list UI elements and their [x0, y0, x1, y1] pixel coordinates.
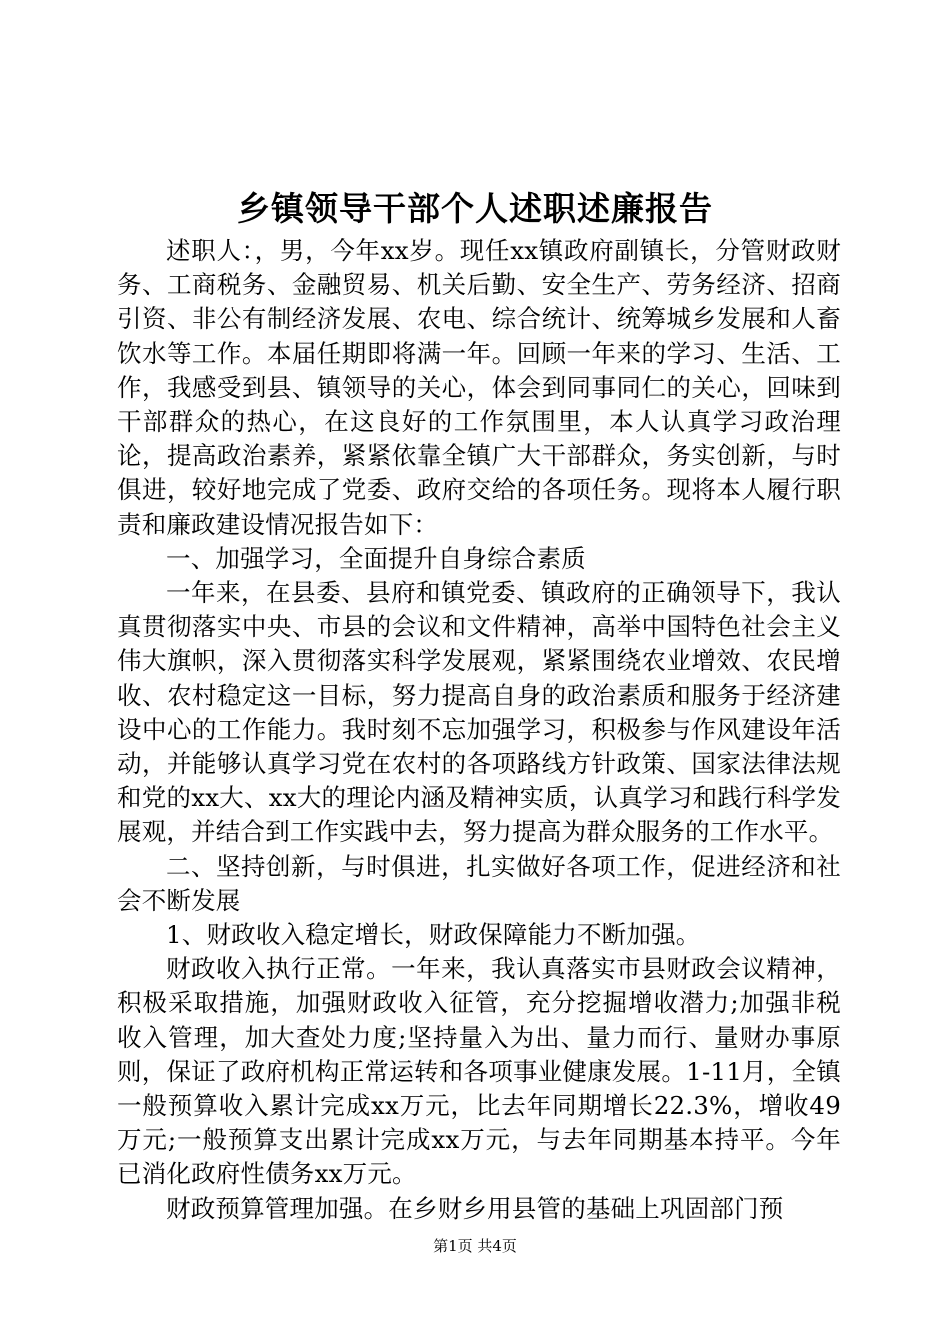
subsection-heading-1: 1、财政收入稳定增长，财政保障能力不断加强。: [166, 920, 701, 950]
document-body: [117, 234, 841, 1226]
page-footer: 第1页 共4页: [433, 1237, 517, 1255]
paragraph-budget-management: 财政预算管理加强。在乡财乡用县管的基础上巩固部门预: [166, 1193, 784, 1223]
section-heading-2: 二、坚持创新，与时俱进，扎实做好各项工作，促进经济和社会不断发展: [117, 851, 841, 915]
paragraph-finance-income: 财政收入执行正常。一年来，我认真落实市县财政会议精神，积极采取措施，加强财政收入征管，充分挖掘增收潜力;加强非税收入管理，加大查处力度;坚持量入为出、量力而行、量财办事原则，保证了政府机构正常运转和各项事业健康发展。1-11月，全镇一般预算收入累计完成xx万元，比去年同期增长22.3%，增收49万元;一般预算支出累计完成xx万元，与去年同期基本持平。今年已消化政府性债务xx万元。: [117, 954, 841, 1189]
section-heading-1: 一、加强学习，全面提升自身综合素质: [166, 543, 586, 573]
document-title: 乡镇领导干部个人述职述廉报告: [237, 189, 713, 228]
paragraph-study: 一年来，在县委、县府和镇党委、镇政府的正确领导下，我认真贯彻落实中央、市县的会议和文件精神，高举中国特色社会主义伟大旗帜，深入贯彻落实科学发展观，紧紧围绕农业增效、农民增收、农村稳定这一目标，努力提高自身的政治素质和服务于经济建设中心的工作能力。我时刻不忘加强学习，积极参与作风建设年活动，并能够认真学习党在农村的各项路线方针政策、国家法律法规和党的xx大、xx大的理论内涵及精神实质，认真学习和践行科学发展观，并结合到工作实践中去，努力提高为群众服务的工作水平。: [117, 578, 841, 847]
paragraph-intro: 述职人：，男，今年xx岁。现任xx镇政府副镇长，分管财政财务、工商税务、金融贸易、机关后勤、安全生产、劳务经济、招商引资、非公有制经济发展、农电、综合统计、统筹城乡发展和人畜饮水等工作。本届任期即将满一年。回顾一年来的学习、生活、工作，我感受到县、镇领导的关心，体会到同事同仁的关心，回味到干部群众的热心，在这良好的工作氛围里，本人认真学习政治理论，提高政治素养，紧紧依靠全镇广大干部群众，务实创新，与时俱进，较好地完成了党委、政府交给的各项任务。现将本人履行职责和廉政建设情况报告如下：: [117, 236, 841, 539]
